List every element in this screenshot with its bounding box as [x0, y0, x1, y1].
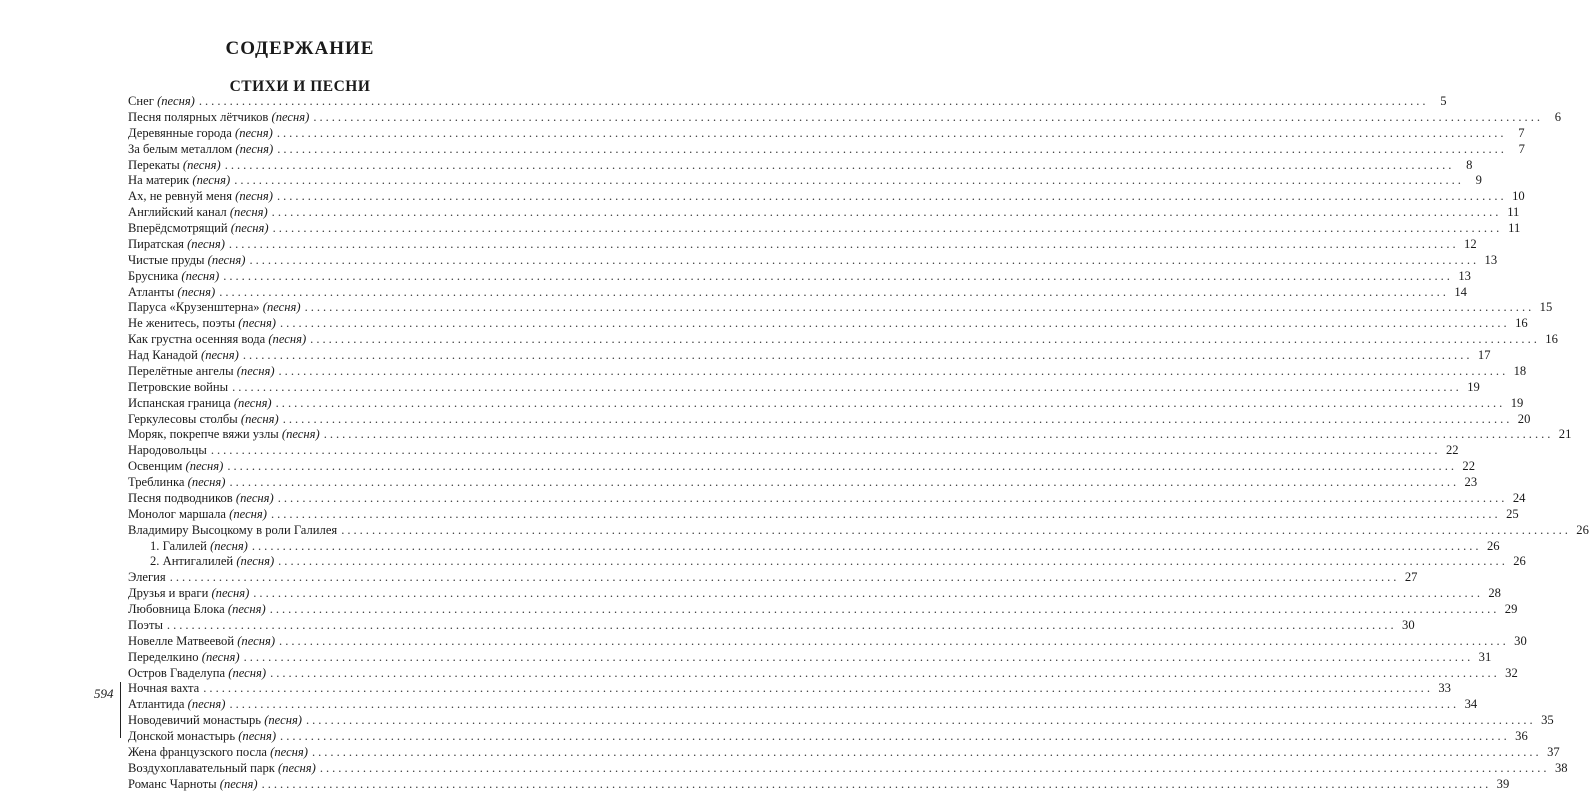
- entry-page-number: 30: [1514, 633, 1527, 648]
- entry-page-number: 24: [1512, 490, 1526, 505]
- dot-leader: ........................................................................................................................................................................................................: [275, 395, 1506, 410]
- entry-name: Атланты: [128, 284, 175, 299]
- dot-leader: ........................................................................................................................................................................................................: [228, 236, 1459, 251]
- entry-page-number: 6: [1554, 109, 1561, 124]
- toc-entry: [128, 141, 1525, 158]
- entry-note: (песня): [235, 490, 274, 505]
- entry-title: [128, 364, 275, 380]
- entry-page-number: 20: [1517, 411, 1531, 426]
- entry-note: (песня): [157, 94, 195, 108]
- toc-entry: [128, 586, 1501, 602]
- entry-title: [128, 189, 273, 205]
- entry-name: Монолог маршала: [128, 506, 226, 521]
- entry-title: [128, 777, 258, 793]
- entry-note: (песня): [201, 649, 240, 664]
- toc-entry: [128, 205, 1520, 221]
- toc-entry: [128, 538, 1500, 555]
- entry-page-number: 26: [1576, 522, 1589, 537]
- entry-note: (песня): [281, 427, 320, 442]
- toc-entry: [128, 633, 1527, 650]
- dot-leader: ........................................................................................................................................................................................................: [276, 189, 1507, 204]
- entry-note: (песня): [228, 665, 267, 680]
- entry-name: Народовольцы: [128, 443, 207, 458]
- entry-page-number: 14: [1454, 284, 1467, 299]
- dot-leader: ........................................................................................................................................................................................................: [271, 205, 1502, 220]
- entry-name: Петровские войны: [128, 379, 229, 394]
- entry-page-number: 29: [1504, 602, 1518, 616]
- dot-leader: ........................................................................................................................................................................................................: [227, 459, 1457, 474]
- margin-rule: [120, 682, 121, 738]
- entry-name: Переделкино: [128, 649, 199, 664]
- entry-title: [128, 380, 228, 396]
- toc-entry: [128, 395, 1524, 412]
- toc-entry: [128, 776, 1510, 793]
- toc-entry: [128, 649, 1492, 666]
- entry-title: [128, 745, 308, 761]
- toc-entry: [128, 173, 1482, 189]
- toc-entry: [128, 554, 1526, 570]
- entry-title: [128, 300, 301, 316]
- entry-name: Поэты: [128, 617, 163, 632]
- entry-name: Друзья и враги: [128, 586, 209, 601]
- entry-name: Английский канал: [128, 205, 227, 220]
- entry-page-number: 17: [1477, 348, 1491, 362]
- dot-leader: ........................................................................................................................................................................................................: [306, 713, 1536, 728]
- entry-title: [128, 491, 274, 507]
- dot-leader: ........................................................................................................................................................................................................: [232, 379, 1462, 394]
- dot-leader: ........................................................................................................................................................................................................: [278, 554, 1508, 569]
- entry-page-number: 27: [1404, 570, 1418, 585]
- entry-name: За белым металлом: [128, 141, 233, 156]
- entry-title: [128, 427, 320, 443]
- entry-note: (песня): [236, 363, 275, 378]
- entry-page-number: 38: [1554, 760, 1568, 775]
- entry-title: [128, 507, 267, 523]
- entry-page-number: 16: [1545, 332, 1558, 347]
- entry-title: [128, 475, 225, 491]
- entry-title: [128, 713, 302, 729]
- dot-leader: ........................................................................................................................................................................................................: [270, 665, 1500, 680]
- entry-name: Освенцим: [128, 459, 183, 474]
- dot-leader: ........................................................................................................................................................................................................: [224, 157, 1455, 172]
- toc-entry: [128, 284, 1467, 301]
- entry-note: (песня): [271, 109, 310, 124]
- toc-entry: [128, 475, 1478, 491]
- entry-title: [128, 761, 316, 777]
- dot-leader: ........................................................................................................................................................................................................: [203, 681, 1433, 696]
- entry-note: (песня): [268, 332, 307, 347]
- entry-title: [128, 412, 279, 428]
- dot-leader: ........................................................................................................................................................................................................: [310, 332, 1540, 347]
- entry-name: Перекаты: [128, 157, 180, 172]
- dot-leader: ........................................................................................................................................................................................................: [282, 411, 1513, 426]
- entry-name: Новодевичий монастырь: [128, 713, 262, 728]
- entry-note: (песня): [187, 236, 225, 251]
- dot-leader: ........................................................................................................................................................................................................: [272, 221, 1503, 235]
- entry-page-number: 22: [1462, 459, 1475, 474]
- entry-title: [128, 237, 225, 253]
- dot-leader: ........................................................................................................................................................................................................: [198, 94, 1429, 108]
- section-title: СТИХИ И ПЕСНИ: [229, 78, 371, 95]
- entry-name: Как грустна осенняя вода: [128, 332, 266, 347]
- entry-title: [128, 650, 240, 666]
- entry-page-number: 36: [1515, 729, 1528, 743]
- entry-title: [128, 523, 337, 539]
- entry-name: Владимиру Высоцкому в роли Галилея: [128, 522, 338, 537]
- entry-name: Деревянные города: [128, 125, 232, 140]
- entry-page-number: 22: [1445, 443, 1459, 458]
- toc-entry: [128, 348, 1491, 364]
- entry-title: [128, 586, 249, 602]
- toc-entry: [128, 236, 1477, 253]
- entry-name: Парусa «Крузенштерна»: [128, 300, 260, 315]
- entry-name: Ночная вахта: [128, 681, 200, 696]
- entry-page-number: 19: [1510, 395, 1524, 410]
- entry-page-number: 16: [1515, 316, 1528, 331]
- dot-leader: ........................................................................................................................................................................................................: [341, 522, 1571, 537]
- entry-page-number: 7: [1518, 125, 1525, 140]
- entry-name: Брусника: [128, 268, 179, 283]
- entry-name: Любовница Блока: [128, 602, 225, 616]
- dot-leader: ........................................................................................................................................................................................................: [280, 316, 1510, 331]
- entry-name: Песня полярных лётчиков: [128, 109, 269, 124]
- dot-leader: ........................................................................................................................................................................................................: [311, 744, 1542, 759]
- entry-page-number: 10: [1512, 189, 1525, 204]
- entry-note: (песня): [230, 221, 269, 235]
- entry-title: [150, 554, 274, 570]
- dot-leader: ........................................................................................................................................................................................................: [278, 363, 1509, 378]
- entry-page-number: 15: [1539, 300, 1553, 315]
- toc-entry: [128, 125, 1525, 142]
- table-of-contents: [128, 94, 1589, 793]
- entry-title: [128, 396, 272, 412]
- entry-note: (песня): [240, 411, 279, 426]
- entry-note: (песня): [182, 157, 221, 172]
- toc-entry: [128, 522, 1589, 539]
- entry-page-number: 34: [1464, 697, 1478, 712]
- entry-note: (песня): [238, 729, 277, 743]
- entry-name: Новелле Матвеевой: [128, 633, 235, 648]
- dot-leader: ........................................................................................................................................................................................................: [251, 538, 1482, 553]
- dot-leader: ........................................................................................................................................................................................................: [261, 776, 1492, 791]
- entry-name: 2. Антигалилей: [150, 554, 234, 569]
- dot-leader: ........................................................................................................................................................................................................: [242, 348, 1473, 362]
- toc-entry: [128, 697, 1478, 713]
- entry-page-number: 23: [1464, 475, 1478, 489]
- entry-page-number: 7: [1518, 141, 1525, 156]
- entry-name: Воздухоплавательный парк: [128, 760, 275, 775]
- entry-title: [128, 221, 269, 237]
- entry-title: [128, 602, 266, 618]
- entry-name: Элегия: [128, 570, 166, 585]
- toc-entry: [128, 411, 1531, 428]
- entry-note: (песня): [238, 316, 277, 331]
- entry-page-number: 21: [1558, 427, 1572, 442]
- toc-entry: [128, 109, 1561, 126]
- entry-name: Не женитесь, поэты: [128, 316, 236, 331]
- dot-leader: ........................................................................................................................................................................................................: [249, 252, 1480, 267]
- entry-note: (песня): [270, 744, 308, 759]
- toc-entry: [128, 443, 1459, 459]
- entry-name: Над Канадой: [128, 348, 198, 362]
- entry-name: Треблинка: [128, 475, 185, 489]
- entry-title: [150, 539, 248, 555]
- entry-note: (песня): [235, 189, 273, 204]
- dot-leader: ........................................................................................................................................................................................................: [169, 570, 1400, 585]
- entry-note: (песня): [181, 268, 220, 283]
- dot-leader: ........................................................................................................................................................................................................: [243, 649, 1474, 664]
- page-heading: СОДЕРЖАНИЕ: [225, 38, 375, 59]
- entry-title: [128, 158, 221, 174]
- entry-page-number: 37: [1547, 744, 1560, 759]
- dot-leader: ........................................................................................................................................................................................................: [277, 141, 1507, 156]
- entry-name: 1. Галилей: [150, 538, 207, 553]
- entry-title: [128, 269, 219, 285]
- entry-name: Перелётные ангелы: [128, 363, 234, 378]
- toc-entry: [128, 602, 1518, 618]
- entry-title: [128, 459, 223, 475]
- entry-title: [128, 285, 215, 301]
- toc-entry: [128, 744, 1560, 761]
- entry-page-number: 11: [1507, 205, 1520, 220]
- entry-page-number: 26: [1486, 538, 1500, 553]
- toc-entry: [128, 332, 1558, 348]
- entry-name: Остров Гваделупа: [128, 665, 226, 680]
- toc-entry: [128, 379, 1480, 396]
- entry-page-number: 35: [1541, 713, 1554, 728]
- entry-note: (песня): [187, 475, 226, 489]
- entry-page-number: 18: [1513, 363, 1527, 378]
- entry-note: (песня): [264, 713, 302, 728]
- entry-title: [128, 618, 163, 634]
- entry-title: [128, 110, 309, 126]
- entry-name: Моряк, покрепче вяжи узлы: [128, 427, 279, 442]
- toc-entry: [128, 94, 1447, 110]
- entry-title: [128, 443, 207, 459]
- entry-title: [128, 173, 230, 189]
- entry-title: [128, 94, 195, 110]
- dot-leader: ........................................................................................................................................................................................................: [253, 586, 1483, 601]
- entry-title: [128, 634, 275, 650]
- entry-title: [128, 126, 273, 142]
- entry-note: (песня): [207, 252, 246, 267]
- entry-note: (песня): [177, 284, 216, 299]
- entry-page-number: 39: [1496, 776, 1510, 791]
- toc-entry: [128, 316, 1528, 332]
- dot-leader: ........................................................................................................................................................................................................: [229, 475, 1460, 489]
- toc-entry: [128, 506, 1519, 523]
- entry-page-number: 11: [1508, 221, 1521, 235]
- entry-name: Чистые пруды: [128, 252, 205, 267]
- entry-name: Донской монастырь: [128, 729, 236, 743]
- toc-entry: [128, 268, 1471, 285]
- dot-leader: ........................................................................................................................................................................................................: [313, 109, 1543, 124]
- entry-title: [128, 205, 268, 221]
- entry-page-number: 13: [1458, 268, 1471, 283]
- dot-leader: ........................................................................................................................................................................................................: [319, 760, 1550, 775]
- entry-name: Романс Чарноты: [128, 776, 217, 791]
- entry-name: Вперёдсмотрящий: [128, 221, 228, 235]
- entry-title: [128, 681, 199, 697]
- entry-note: (песня): [262, 300, 301, 315]
- toc-entry: [128, 617, 1415, 634]
- entry-title: [128, 316, 276, 332]
- entry-page-number: 13: [1484, 252, 1498, 267]
- toc-entry: [128, 221, 1521, 237]
- entry-note: (песня): [211, 586, 250, 601]
- toc-entry: [128, 729, 1528, 745]
- toc-entry: [128, 363, 1527, 380]
- dot-leader: ........................................................................................................................................................................................................: [276, 125, 1507, 140]
- toc-entry: [128, 427, 1572, 443]
- entry-name: Песня подводников: [128, 490, 233, 505]
- entry-note: (песня): [227, 602, 266, 616]
- toc-entry: [128, 189, 1525, 205]
- entry-page-number: 19: [1467, 379, 1480, 394]
- entry-page-number: 31: [1478, 649, 1492, 664]
- entry-note: (песня): [235, 141, 274, 156]
- dot-leader: ........................................................................................................................................................................................................: [210, 443, 1441, 458]
- dot-leader: ........................................................................................................................................................................................................: [277, 490, 1508, 505]
- toc-entry: [128, 760, 1568, 777]
- entry-title: [128, 348, 239, 364]
- dot-leader: ........................................................................................................................................................................................................: [234, 173, 1464, 188]
- toc-entry: [128, 252, 1498, 269]
- dot-leader: ........................................................................................................................................................................................................: [229, 697, 1460, 712]
- entry-title: [128, 142, 273, 158]
- toc-entry: [128, 713, 1554, 729]
- dot-leader: ........................................................................................................................................................................................................: [280, 729, 1510, 743]
- entry-page-number: 28: [1488, 586, 1501, 601]
- entry-page-number: 8: [1466, 157, 1473, 172]
- entry-page-number: 12: [1464, 236, 1477, 251]
- toc-entry: [128, 300, 1553, 316]
- entry-page-number: 25: [1506, 506, 1519, 521]
- entry-page-number: 26: [1513, 554, 1526, 569]
- entry-name: Снег: [128, 94, 154, 108]
- dot-leader: ........................................................................................................................................................................................................: [270, 506, 1501, 521]
- toc-entry: [128, 157, 1473, 174]
- entry-name: Ах, не ревнуй меня: [128, 189, 233, 204]
- entry-title: [128, 697, 225, 713]
- entry-title: [128, 729, 276, 745]
- entry-page-number: 33: [1438, 681, 1451, 696]
- entry-title: [128, 253, 245, 269]
- dot-leader: ........................................................................................................................................................................................................: [223, 268, 1453, 283]
- dot-leader: ........................................................................................................................................................................................................: [323, 427, 1554, 442]
- entry-note: (песня): [235, 125, 273, 140]
- toc-entry: [128, 681, 1451, 697]
- entry-title: [128, 332, 306, 348]
- entry-note: (песня): [185, 459, 224, 474]
- dot-leader: ........................................................................................................................................................................................................: [166, 617, 1397, 632]
- entry-page-number: 5: [1440, 94, 1447, 108]
- entry-page-number: 32: [1505, 665, 1518, 680]
- entry-note: (песня): [192, 173, 231, 188]
- entry-note: (песня): [229, 205, 268, 220]
- entry-note: (песня): [236, 554, 275, 569]
- entry-note: (песня): [237, 633, 276, 648]
- toc-entry: [128, 490, 1526, 507]
- entry-note: (песня): [219, 776, 258, 791]
- entry-page-number: 9: [1475, 173, 1482, 188]
- entry-name: На материк: [128, 173, 190, 188]
- dot-leader: ........................................................................................................................................................................................................: [219, 284, 1449, 299]
- entry-page-number: 30: [1402, 617, 1415, 632]
- toc-entry: [128, 570, 1418, 586]
- toc-entry: [128, 665, 1518, 682]
- entry-note: (песня): [201, 348, 239, 362]
- entry-title: [128, 666, 266, 682]
- entry-name: Жена французского посла: [128, 744, 267, 759]
- dot-leader: ........................................................................................................................................................................................................: [279, 633, 1509, 648]
- entry-name: Пиратская: [128, 236, 184, 251]
- entry-name: Испанская граница: [128, 395, 231, 410]
- entry-note: (песня): [278, 760, 316, 775]
- dot-leader: ........................................................................................................................................................................................................: [304, 300, 1535, 315]
- entry-name: Атлантида: [128, 697, 185, 712]
- entry-note: (песня): [229, 506, 267, 521]
- entry-name: Геркулесовы столбы: [128, 411, 238, 426]
- entry-note: (песня): [210, 538, 248, 553]
- entry-note: (песня): [187, 697, 226, 712]
- entry-note: (песня): [233, 395, 272, 410]
- page-number: 594: [94, 686, 114, 701]
- toc-entry: [128, 459, 1475, 475]
- entry-title: [128, 570, 166, 586]
- dot-leader: ........................................................................................................................................................................................................: [269, 602, 1500, 616]
